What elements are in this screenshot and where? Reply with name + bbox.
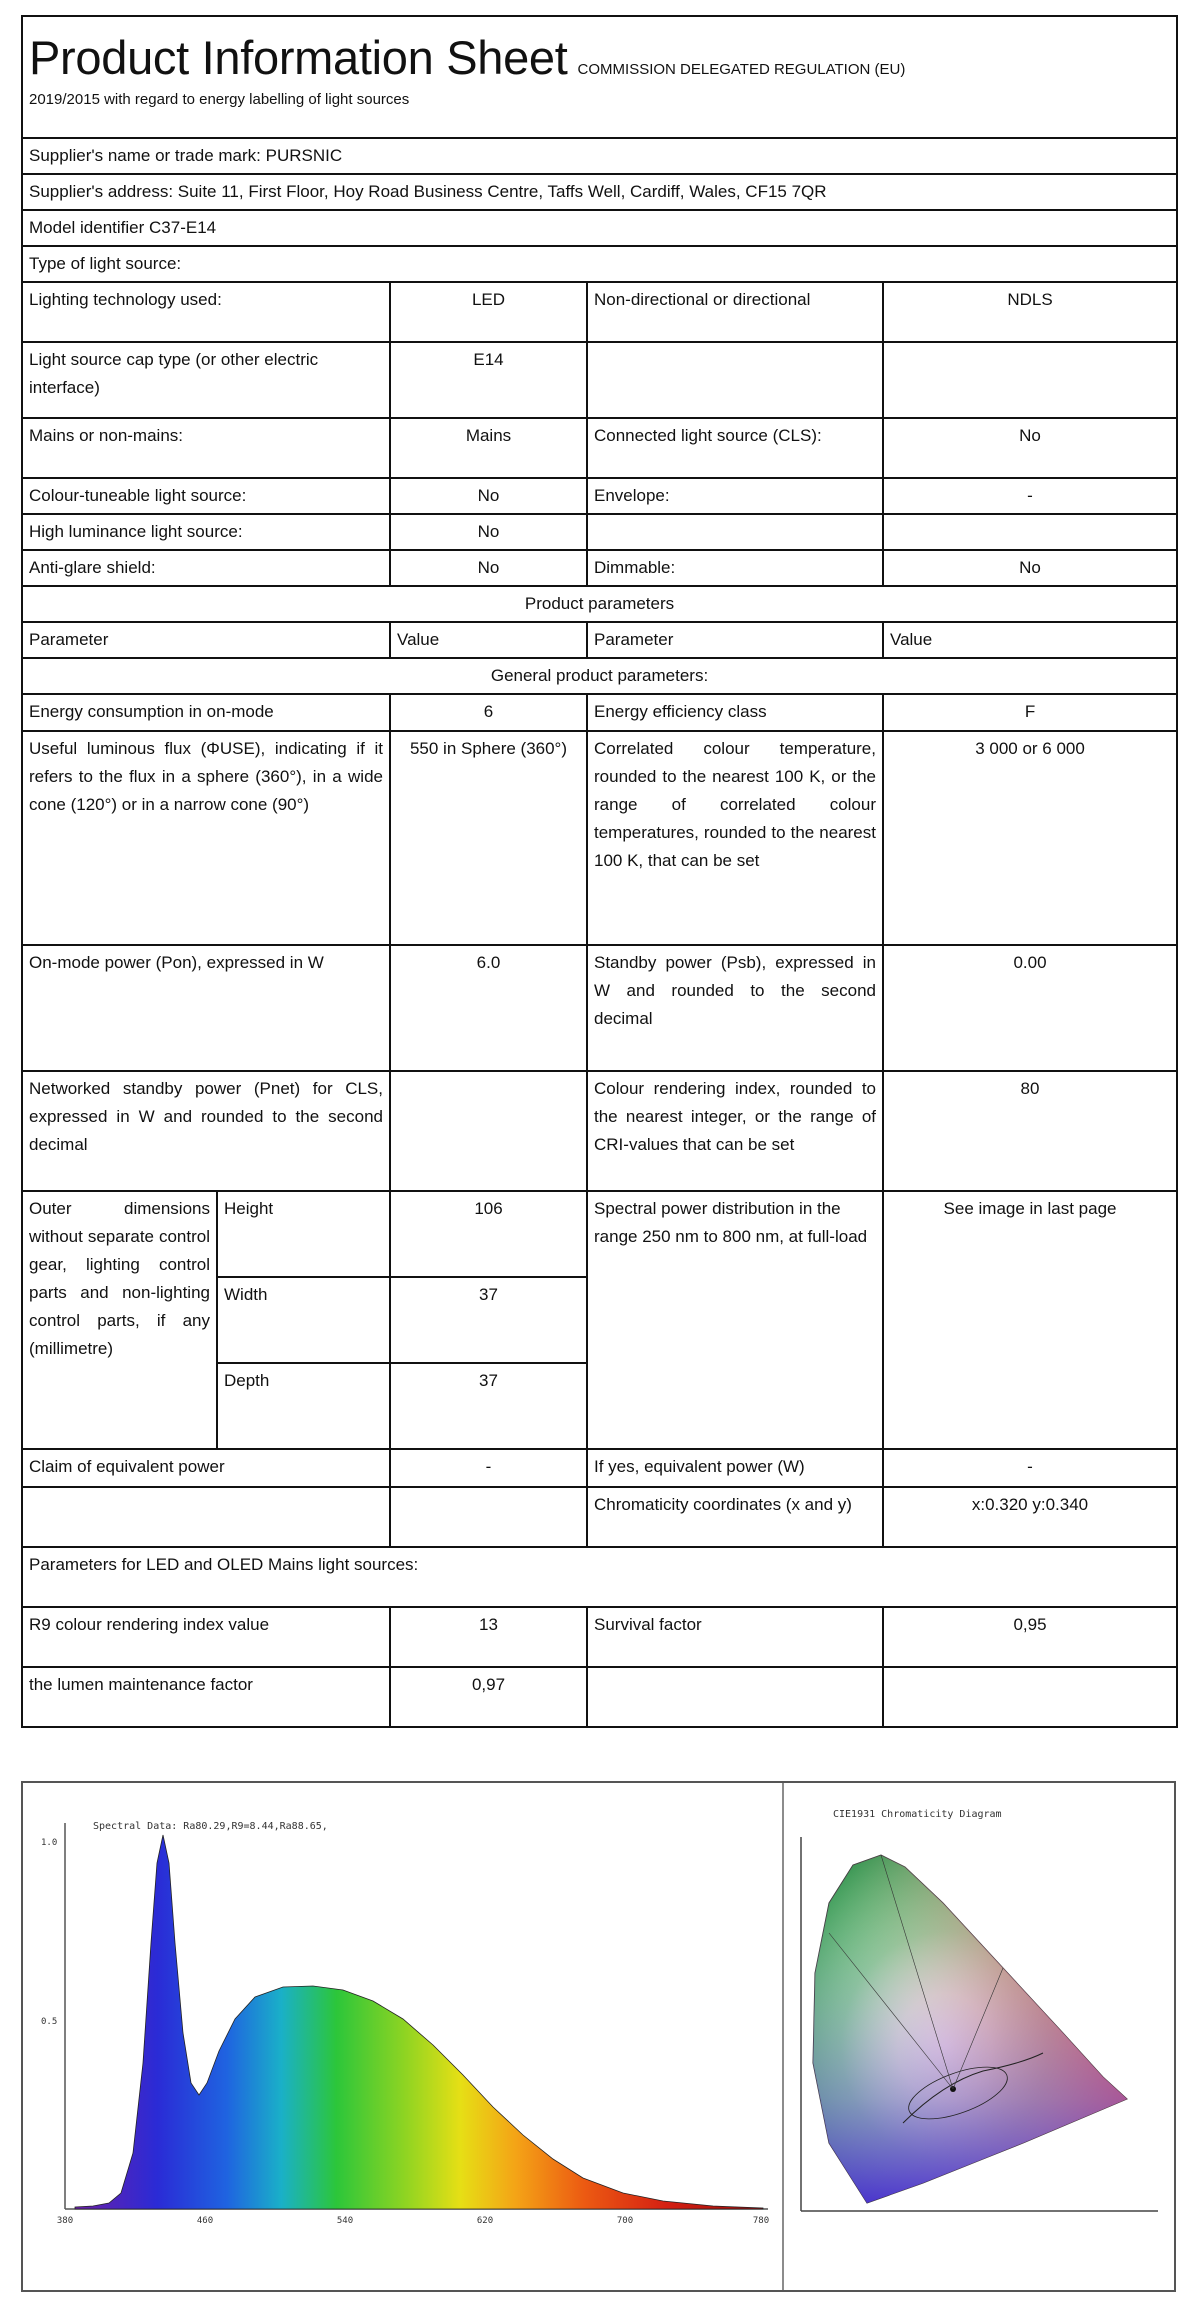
general-label: Networked standby power (Pnet) for CLS, expressed in W and rounded to the second decimal bbox=[22, 1071, 390, 1191]
general-label-2: Standby power (Psb), expressed in W and rounded to the second decimal bbox=[587, 945, 883, 1071]
claim-label: Claim of equivalent power bbox=[22, 1449, 390, 1487]
model-identifier: Model identifier C37-E14 bbox=[22, 210, 1177, 246]
chromaticity-label: Chromaticity coordinates (x and y) bbox=[587, 1487, 883, 1547]
general-value: 550 in Sphere (360°) bbox=[390, 731, 587, 945]
x-tick: 460 bbox=[196, 2216, 214, 2226]
cie-blue-shade bbox=[813, 1855, 1127, 2203]
type-label: Lighting technology used: bbox=[22, 282, 390, 342]
led-value: 0,97 bbox=[390, 1667, 587, 1727]
claim-value: - bbox=[390, 1449, 587, 1487]
section-led: Parameters for LED and OLED Mains light sources: bbox=[22, 1547, 1177, 1607]
type-label-2: Dimmable: bbox=[587, 550, 883, 586]
dimension-name: Height bbox=[217, 1191, 390, 1277]
regulation-line-1: COMMISSION DELEGATED REGULATION (EU) bbox=[577, 61, 906, 78]
type-value-2: No bbox=[883, 418, 1177, 478]
general-value-2: 3 000 or 6 000 bbox=[883, 731, 1177, 945]
regulation-line-2: 2019/2015 with regard to energy labelling of light sources bbox=[29, 91, 410, 109]
type-value-2 bbox=[883, 342, 1177, 418]
type-value-2: No bbox=[883, 550, 1177, 586]
type-label-2: Connected light source (CLS): bbox=[587, 418, 883, 478]
spectrum-title: Spectral Data: Ra80.29,R9=8.44,Ra88.65, bbox=[93, 1821, 328, 1832]
general-label-2: Energy efficiency class bbox=[587, 694, 883, 730]
dimension-name: Depth bbox=[217, 1363, 390, 1449]
led-value-2 bbox=[883, 1667, 1177, 1727]
supplier-address: Supplier's address: Suite 11, First Floor, Hoy Road Business Centre, Taffs Well, Cardiff, Wales, CF15 7QR bbox=[22, 174, 1177, 210]
spectrum-curve bbox=[75, 1835, 763, 2209]
general-value-2: F bbox=[883, 694, 1177, 730]
type-value: No bbox=[390, 514, 587, 550]
type-value-2: NDLS bbox=[883, 282, 1177, 342]
type-value: No bbox=[390, 550, 587, 586]
type-label-2 bbox=[587, 342, 883, 418]
dimension-value: 37 bbox=[390, 1363, 587, 1449]
general-label: Useful luminous flux (ΦUSE), indicating if it refers to the flux in a sphere (360°), in a wide cone (120°) or in a narrow cone (90°) bbox=[22, 731, 390, 945]
section-general: General product parameters: bbox=[22, 658, 1177, 694]
x-tick: 780 bbox=[752, 2216, 770, 2226]
x-tick: 620 bbox=[476, 2216, 494, 2226]
claim-label-2: If yes, equivalent power (W) bbox=[587, 1449, 883, 1487]
x-tick: 540 bbox=[336, 2216, 354, 2226]
led-label: the lumen maintenance factor bbox=[22, 1667, 390, 1727]
y-tick: 1.0 bbox=[41, 1838, 58, 1848]
dimension-name: Width bbox=[217, 1277, 390, 1363]
general-value bbox=[390, 1071, 587, 1191]
type-of-light-source: Type of light source: bbox=[22, 246, 1177, 282]
header-parameter: Parameter bbox=[22, 622, 390, 658]
empty-cell bbox=[390, 1487, 587, 1547]
title-cell bbox=[22, 16, 1177, 138]
supplier-name: Supplier's name or trade mark: PURSNIC bbox=[22, 138, 1177, 174]
spectral-value: See image in last page bbox=[883, 1191, 1177, 1449]
general-value: 6 bbox=[390, 694, 587, 730]
led-label-2: Survival factor bbox=[587, 1607, 883, 1667]
type-label-2 bbox=[587, 514, 883, 550]
cie-plot bbox=[801, 1809, 1158, 2211]
spectrum-plot bbox=[41, 1821, 769, 2226]
type-value-2: - bbox=[883, 478, 1177, 514]
led-label: R9 colour rendering index value bbox=[22, 1607, 390, 1667]
general-label-2: Correlated colour temperature, rounded to the nearest 100 K, or the range of correlated colour temperatures, rounded to the nearest 100 K, that can be set bbox=[587, 731, 883, 945]
claim-value-2: - bbox=[883, 1449, 1177, 1487]
general-label-2: Colour rendering index, rounded to the nearest integer, or the range of CRI-values that can be set bbox=[587, 1071, 883, 1191]
info-table bbox=[21, 15, 1178, 1728]
led-value-2: 0,95 bbox=[883, 1607, 1177, 1667]
type-value: E14 bbox=[390, 342, 587, 418]
type-value-2 bbox=[883, 514, 1177, 550]
empty-cell bbox=[22, 1487, 390, 1547]
page-title: Product Information Sheet bbox=[29, 31, 568, 84]
general-value-2: 0.00 bbox=[883, 945, 1177, 1071]
dimension-value: 106 bbox=[390, 1191, 587, 1277]
chromaticity-value: x:0.320 y:0.340 bbox=[883, 1487, 1177, 1547]
header-parameter-2: Parameter bbox=[587, 622, 883, 658]
spectral-images bbox=[21, 1781, 1176, 2292]
general-label: On-mode power (Pon), expressed in W bbox=[22, 945, 390, 1071]
dimension-value: 37 bbox=[390, 1277, 587, 1363]
y-tick: 0.5 bbox=[41, 2017, 58, 2027]
type-label-2: Envelope: bbox=[587, 478, 883, 514]
led-value: 13 bbox=[390, 1607, 587, 1667]
x-tick: 700 bbox=[616, 2216, 634, 2226]
spectral-svg bbox=[23, 1783, 1174, 2290]
led-label-2 bbox=[587, 1667, 883, 1727]
type-label: Colour-tuneable light source: bbox=[22, 478, 390, 514]
type-label-2: Non-directional or directional bbox=[587, 282, 883, 342]
type-label: Anti-glare shield: bbox=[22, 550, 390, 586]
general-value: 6.0 bbox=[390, 945, 587, 1071]
general-value-2: 80 bbox=[883, 1071, 1177, 1191]
spectral-label: Spectral power distribution in the range 250 nm to 800 nm, at full-load bbox=[587, 1191, 883, 1449]
type-value: Mains bbox=[390, 418, 587, 478]
header-value-2: Value bbox=[883, 622, 1177, 658]
type-value: No bbox=[390, 478, 587, 514]
product-information-sheet bbox=[21, 15, 1176, 1728]
general-label: Energy consumption in on-mode bbox=[22, 694, 390, 730]
type-label: High luminance light source: bbox=[22, 514, 390, 550]
cie-title: CIE1931 Chromaticity Diagram bbox=[833, 1809, 1002, 1820]
type-value: LED bbox=[390, 282, 587, 342]
section-product-parameters: Product parameters bbox=[22, 586, 1177, 622]
header-value: Value bbox=[390, 622, 587, 658]
dimensions-label: Outer dimensions without separate control gear, lighting control parts and non-lighting control parts, if any (millimetre) bbox=[22, 1191, 217, 1449]
type-label: Light source cap type (or other electric interface) bbox=[22, 342, 390, 418]
type-label: Mains or non-mains: bbox=[22, 418, 390, 478]
x-tick: 380 bbox=[56, 2216, 74, 2226]
